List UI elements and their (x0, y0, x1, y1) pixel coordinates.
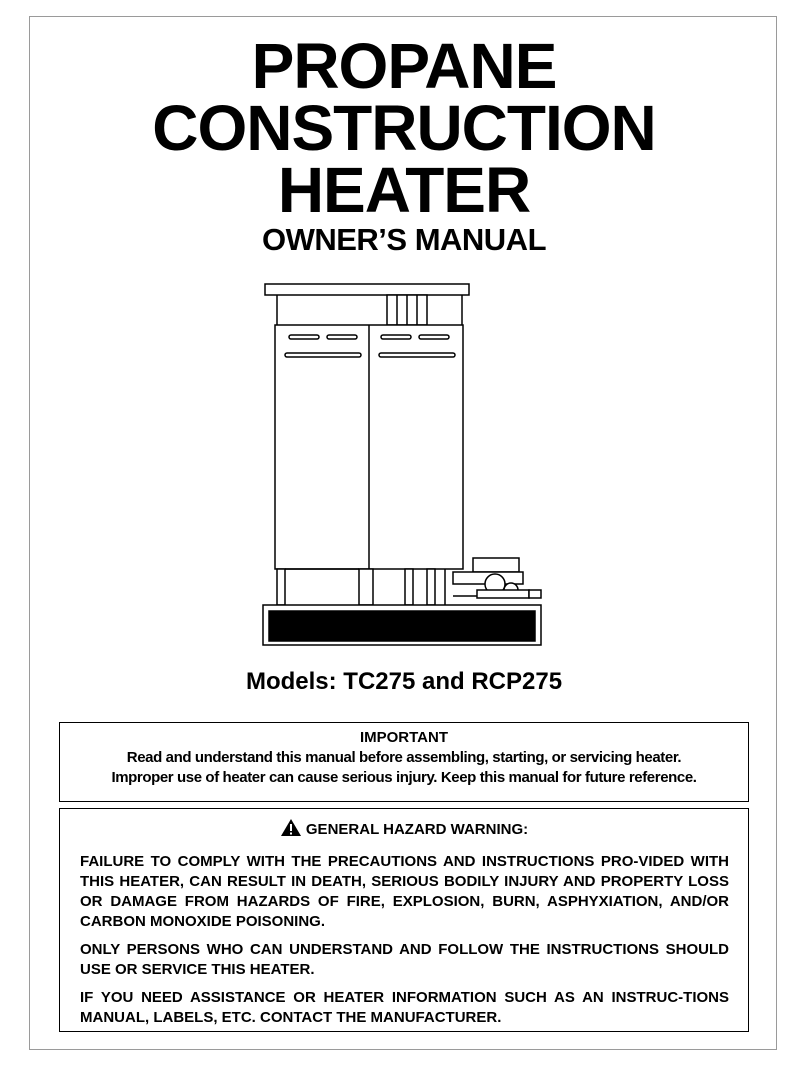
hazard-warning-box (59, 808, 749, 1032)
title-line-2: CONSTRUCTION (152, 92, 656, 164)
heater-illustration (255, 278, 555, 650)
hazard-heading: GENERAL HAZARD WARNING: (305, 821, 529, 838)
important-notice-box (59, 722, 749, 802)
important-heading: IMPORTANT (359, 729, 449, 746)
important-line-1: Read and understand this manual before assembling, starting, or servicing heater. (126, 749, 682, 766)
hazard-paragraph-2: ONLY PERSONS WHO CAN UNDERSTAND AND FOLLOW THE INSTRUCTIONS SHOULD USE OR SERVICE THIS HEATER. (80, 941, 729, 978)
hazard-heading-row (60, 818, 748, 838)
manual-subtitle: OWNER’S MANUAL (261, 222, 547, 257)
hazard-paragraph-3: IF YOU NEED ASSISTANCE OR HEATER INFORMATION SUCH AS AN INSTRUC-TIONS MANUAL, LABELS, ETC. CONTACT THE MANUFACTURER. (80, 989, 729, 1026)
important-line-2: Improper use of heater can cause serious injury. Keep this manual for future reference. (111, 769, 697, 786)
hazard-paragraph-1: FAILURE TO COMPLY WITH THE PRECAUTIONS AND INSTRUCTIONS PRO-VIDED WITH THIS HEATER, CAN RESULT IN DEATH, SERIOUS BODILY INJURY AND PROPERTY LOSS OR DAMAGE FROM HAZARDS OF FIRE, EXPLOSION, BURN, ASPHYXIATION, AND/OR CARBON MONOXIDE POISONING. (80, 853, 729, 930)
title-line-1: PROPANE (251, 30, 557, 102)
warning-triangle-icon (280, 818, 302, 837)
models-label: Models: TC275 and RCP275 (245, 668, 563, 695)
title-line-3: HEATER (277, 154, 531, 226)
